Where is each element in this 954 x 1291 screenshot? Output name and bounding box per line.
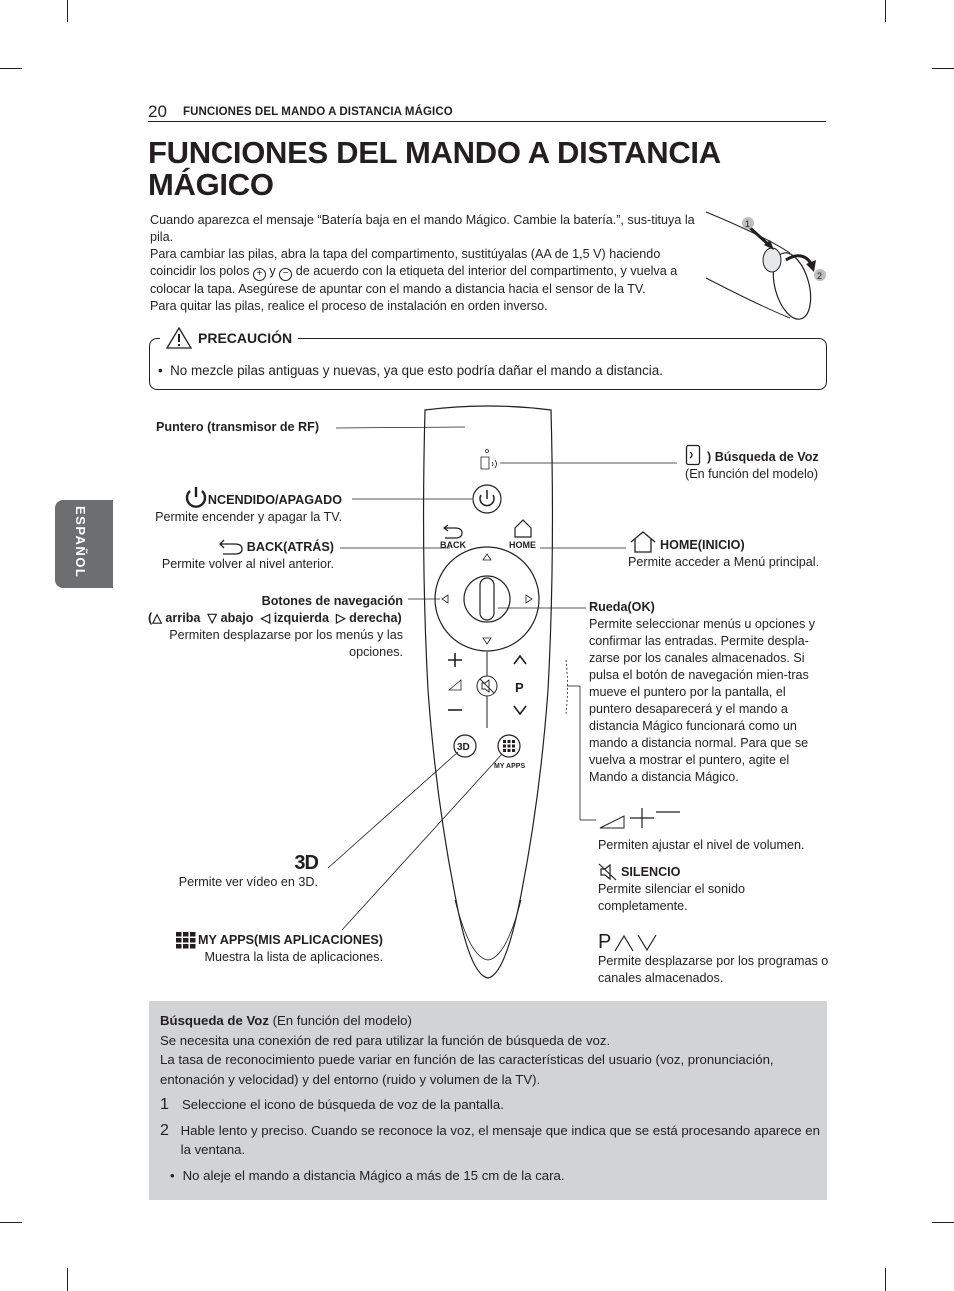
intro-p1: Cuando aparezca el mensaje “Batería baja en el mando Mágico. Cambie la batería.”, sus-tituya la pila.: [150, 213, 695, 244]
page-title: FUNCIONES DEL MANDO A DISTANCIA MÁGICO: [148, 135, 720, 202]
callout-channel: P Permite desplazarse por los programas o canales almacenados.: [598, 931, 829, 985]
crop-mark: [0, 1222, 22, 1223]
volume-icon: [598, 806, 682, 832]
callout-pointer: Puntero (transmisor de RF): [156, 420, 320, 434]
minus-pole-icon: −: [279, 268, 292, 281]
intro-p3: Para quitar las pilas, realice el proceso de instalación en orden inverso.: [150, 299, 548, 313]
language-tab-label: ESPAÑOL: [73, 506, 88, 579]
up-arrow-icon: △: [152, 611, 162, 625]
right-arrow-icon: ▷: [335, 611, 346, 625]
down-arrow-icon: ▽: [207, 611, 218, 625]
callout-navigation: Botones de navegación (△ arriba ▽ abajo ◁ izquierda ▷ derecha) Permiten desplazarse por los menús y las opciones.: [148, 594, 403, 659]
back-icon: [217, 538, 245, 556]
channel-key-label: P: [515, 680, 524, 695]
callout-home: HOME(INICIO) Permite acceder a Menú principal.: [628, 530, 838, 571]
3d-icon: 3D: [294, 852, 318, 874]
caution-item: • No mezcle pilas antiguas y nuevas, ya que esto podría dañar el mando a distancia.: [158, 363, 663, 378]
battery-step-1: 1: [745, 219, 751, 229]
info-step: 2 Hable lento y preciso. Cuando se reconoce la voz, el mensaje que indica que se está procesando aparece en la ventana.: [160, 1121, 820, 1157]
home-icon: [628, 530, 658, 554]
my-apps-icon: [176, 932, 196, 949]
back-key-label: BACK: [440, 540, 466, 550]
callout-back: BACK(ATRÁS) Permite volver al nivel anterior.: [161, 540, 334, 571]
info-bullet: • No aleje el mando a distancia Mágico a más de 15 cm de la cara.: [170, 1167, 565, 1183]
callout-3d: 3D Permite ver vídeo en 3D.: [150, 852, 318, 891]
running-header: FUNCIONES DEL MANDO A DISTANCIA MÁGICO: [183, 106, 453, 118]
crop-mark: [67, 1268, 68, 1291]
callout-voice-search: ) Búsqueda de Voz (En función del modelo): [685, 444, 835, 483]
voice-search-info: Búsqueda de Voz (En función del modelo) Se necesita una conexión de red para utilizar la función de búsqueda de voz. La tasa de reconocimiento puede variar en función de las características del usuario (voz, pronunciación, entonación y velocidad) y del entorno (ruido y volumen de la TV). 1 Seleccione el icono de búsqueda de voz de la pantalla. 2 Hable lento y preciso. Cuando se reconoce la voz, el mensaje que indica que se está procesando aparece en la ventana. • No aleje el mando a distancia Mágico a más de 15 cm de la cara.: [160, 1011, 820, 1185]
callout-power: NCENDIDO/APAGADO Permite encender y apagar la TV.: [148, 485, 342, 526]
3d-key-label: 3D: [457, 742, 470, 753]
battery-step-2: 2: [817, 271, 823, 281]
home-key-label: HOME: [509, 540, 536, 550]
page-number: 20: [148, 102, 167, 121]
caution-title: PRECAUCIÓN: [160, 327, 298, 349]
mute-icon: [598, 863, 618, 881]
callout-mute: SILENCIO Permite silenciar el sonido completamente.: [598, 865, 745, 913]
crop-mark: [932, 1222, 954, 1223]
voice-search-icon: [685, 444, 707, 466]
callout-my-apps: MY APPS(MIS APLICACIONES) Muestra la lista de aplicaciones.: [150, 932, 383, 966]
channel-up-down-icon: [613, 933, 659, 953]
callout-wheel: Rueda(OK) Permite seleccionar menús u opciones y confirmar las entradas. Permite despla-zarse por los canales almacenados. Si pulsa el botón de navegación mien-tras mueve el puntero por la pantalla, el puntero desaparecerá y el mando a distancia Mágico funcionará como un mando a distancia normal. Para que se vuelva a mostrar el puntero, agite el Mando a distancia Mágico.: [589, 600, 816, 784]
my-apps-key-label: MY APPS: [494, 763, 526, 770]
crop-mark: [885, 1268, 886, 1291]
info-step: 1 Seleccione el icono de búsqueda de voz de la pantalla.: [160, 1096, 504, 1113]
power-icon: [184, 485, 208, 509]
callout-volume: Permiten ajustar el nivel de volumen.: [598, 806, 828, 854]
left-arrow-icon: ◁: [260, 611, 271, 625]
info-line-1: Se necesita una conexión de red para utilizar la función de búsqueda de voz.: [160, 1032, 611, 1048]
info-title: Búsqueda de Voz: [160, 1013, 269, 1028]
plus-pole-icon: +: [253, 268, 266, 281]
channel-p-label: P: [598, 931, 612, 953]
intro-p2: Para cambiar las pilas, abra la tapa del compartimento, sustitúyalas (AA de 1,5 V) haciendo coincidir los polos + y − de acuerdo con la etiqueta del interior del compartimento, y vuelva a colocar la tapa. Asegúrese de apuntar con el mando a distancia hacia el sensor de la TV.: [150, 247, 678, 296]
info-line-2: La tasa de reconocimiento puede variar en función de las características del usuario (voz, pronunciación, entonación y velocidad) y del entorno (ruido y volumen de la TV).: [160, 1052, 774, 1087]
